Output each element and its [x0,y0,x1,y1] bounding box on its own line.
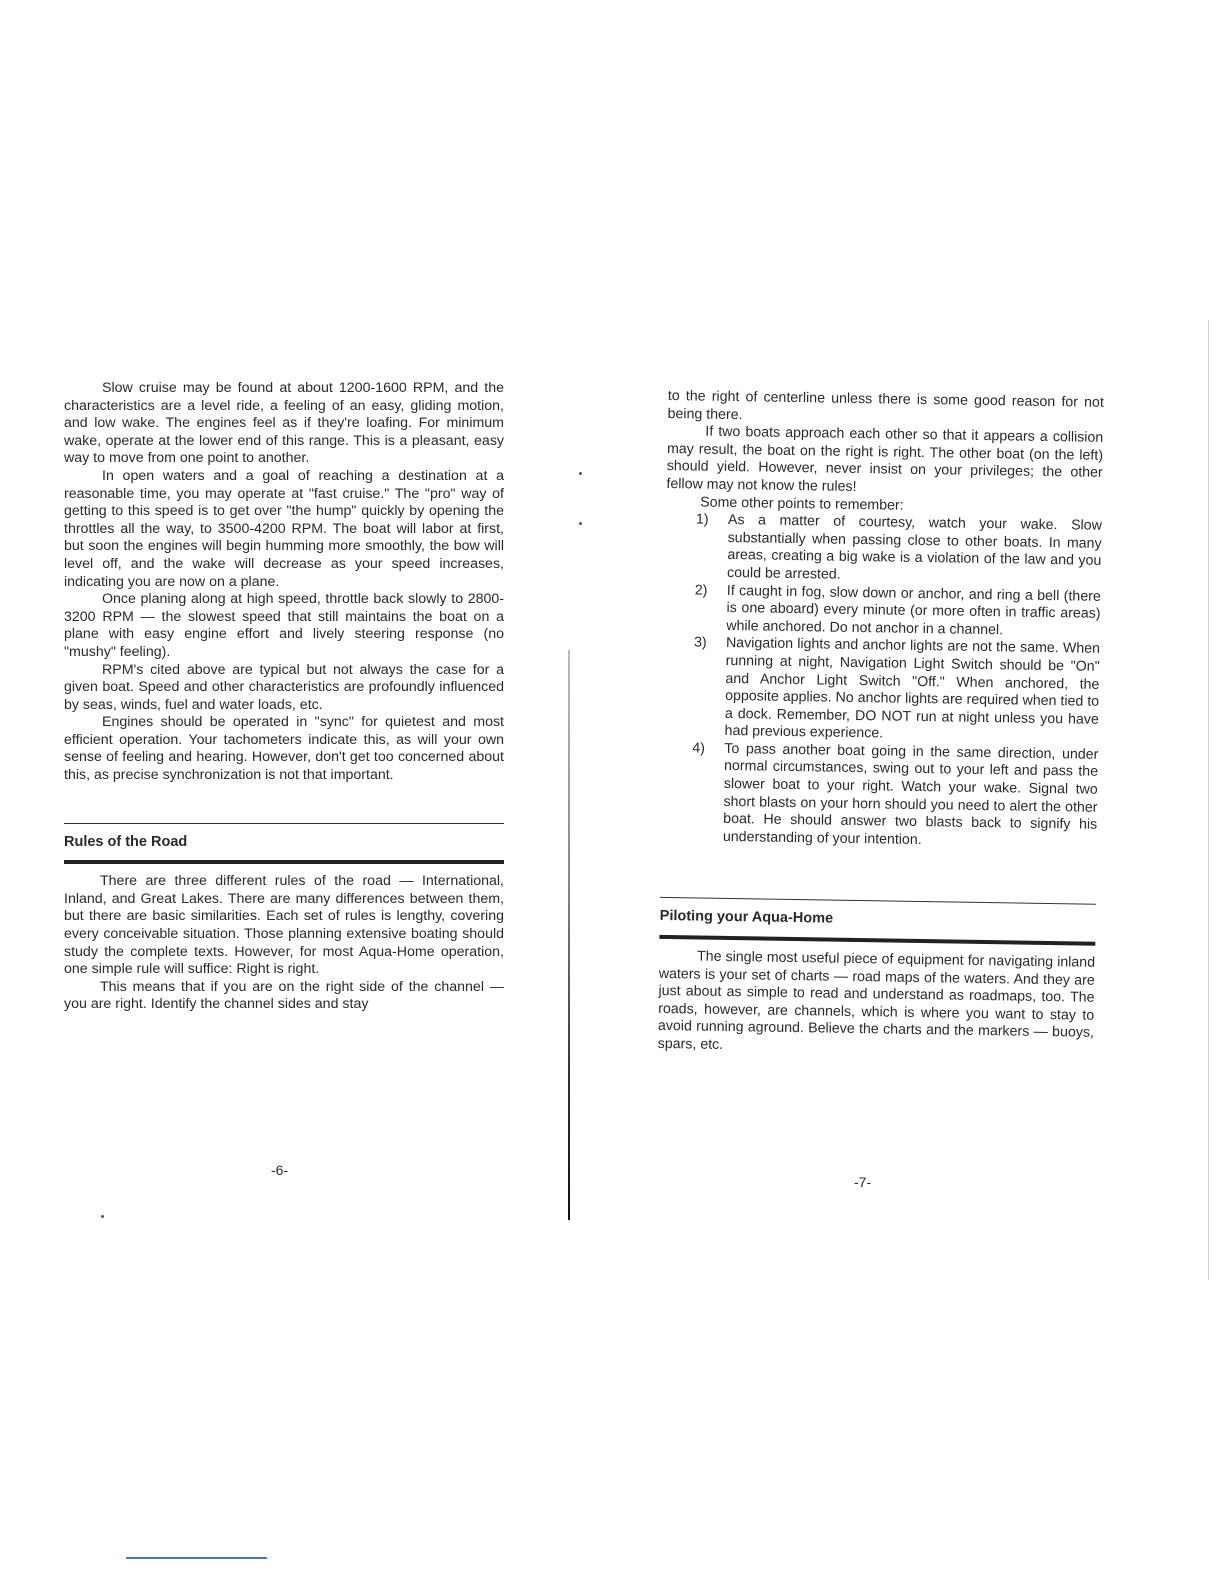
scan-artifact-line [126,1557,267,1559]
paragraph-continuation: to the right of centerline unless there is some good reason for not being there. [667,388,1104,423]
paragraph-fast-cruise: In open waters and a goal of reaching a destination at a reasonable time, you may operate at "fast cruise." The "pro" way of getting to this speed is to get over "the hump" quickly by opening the throttles all the way, to 3500-4200 RPM. The boat will labor at first, but soon the engines will begin humming more smoothly, the bow will level off, and the wake will decrease as your speed increases, indicating you are now on a plane. [64,467,504,590]
paragraph-sync: Engines should be operated in "sync" for quietest and most efficient operation. Your tachometers indicate this, as will your own sense of feeling and hearing. However, don't get too concerned about this, as precise synchronization is not that important. [64,714,504,784]
paragraph-rpm: RPM's cited above are typical but not always the case for a given boat. Speed and other characteristics are profoundly influenced by seas, winds, fuel and water loads, etc. [64,661,504,713]
paragraph-planing: Once planing along at high speed, throttle back slowly to 2800-3200 RPM — the slowest speed that still maintains the boat on a plane with easy engine effort and lively steering response (no "mushy" feeling). [64,591,504,660]
list-item-number: 2) [694,581,708,599]
page-number-left: -6- [271,1162,289,1178]
list-item [664,582,1101,642]
paragraph-charts: The single most useful piece of equipment for navigating inland waters is your set of charts — road maps of the waters. And they are just about as simple to read and understand as roadmaps, too. The roads, however, are channels, which is where you want to stay to avoid running aground. Believe the charts and the markers — buoys, spars, etc. [657,948,1096,1053]
scan-mark [579,472,582,475]
right-page [612,0,1224,1584]
scan-mark [579,522,582,525]
section-title-piloting: Piloting your Aqua-Home [659,908,834,928]
section-title-rules-of-the-road: Rules of the Road [64,833,188,850]
list-item-text: Navigation lights and anchor lights are not the same. When running at night, Navigation Light Switch should be "On" and Anchor Light Switch "Off." When anchored, the opposite applies. No anchor lights are required when tied to a dock. Remember, DO NOT run at night unless you have had previous experience. [724,635,1101,742]
list-item-number: 3) [693,634,707,651]
book-spine [568,650,570,1220]
points-list [661,511,1102,852]
list-item-number: 1) [695,511,709,528]
list-item [662,634,1100,746]
right-column [658,388,1104,1060]
paragraph-right-side: This means that if you are on the right side of the channel — you are right. Identify the channel sides and stay [64,978,504,1013]
list-item-number: 4) [692,740,706,757]
list-item [661,740,1099,852]
list-item-text: To pass another boat going in the same direction, under normal circumstances, swing out to your left and pass the slower boat to your right. Watch your wake. Signal two short blasts on your horn should you need to alert the other boat. He should answer two blasts back to signify his understanding of your intention. [722,740,1099,848]
paragraph-two-boats: If two boats approach each other so that it appears a collision may result, the boat on the right is right. The other boat (on the left) should yield. However, never insist on your privileges; the other fellow may not know the rules! [666,423,1104,495]
list-item-text: If caught in fog, slow down or anchor, and ring a bell (there is one aboard) every minute (or more often in traffic areas) while anchored. Do not anchor in a channel. [726,582,1101,639]
scan-mark [101,1215,104,1218]
page-number-right: -7- [854,1174,872,1190]
paragraph-three-rules: There are three different rules of the road — International, Inland, and Great Lakes. There are many differences between them, but there are basic similarities. Each set of rules is lengthy, covering every conceivable situation. Those planning extensive boating should study the complete texts. However, for most Aqua-Home operation, one simple rule will suffice: Right is right. [64,873,504,978]
page-edge [1208,320,1209,1280]
list-item-text: As a matter of courtesy, watch your wake. Slow substantially when passing close to other boats. In many areas, creating a big wake is a violation of the law and you could be arrested. [726,512,1103,583]
left-column [64,380,504,1014]
paragraph-slow-cruise: Slow cruise may be found at about 1200-1600 RPM, and the characteristics are a level ride, a feeling of an easy, gliding motion, and low wake. The engines feel as if they're loafing. For minimum wake, operate at the lower end of this range. This is a pleasant, easy way to move from one point to another. [64,380,504,467]
points-intro: Some other points to remember: [700,494,904,514]
list-item [665,511,1102,588]
